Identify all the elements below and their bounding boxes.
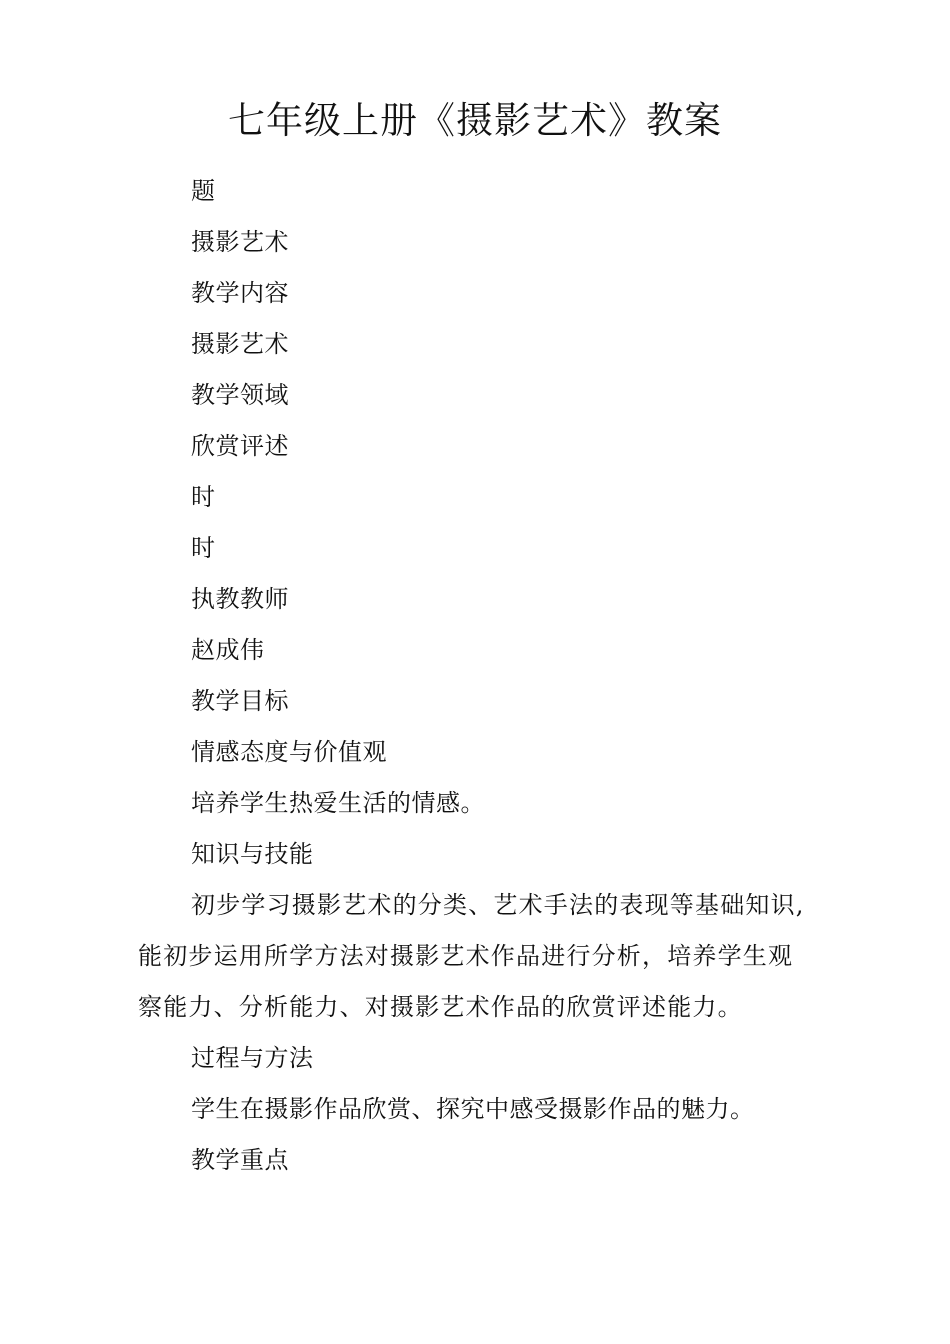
field-label-period-2: 时 bbox=[191, 534, 216, 562]
field-label-content: 教学内容 bbox=[191, 279, 289, 307]
document-body bbox=[138, 166, 818, 1186]
field-label-teacher: 执教教师 bbox=[191, 585, 289, 613]
field-value-teacher: 赵成伟 bbox=[191, 636, 265, 664]
section-heading-key-points: 教学重点 bbox=[191, 1146, 289, 1174]
subheading-knowledge-skills: 知识与技能 bbox=[191, 840, 314, 868]
field-value-content: 摄影艺术 bbox=[191, 330, 289, 358]
subheading-emotion-values: 情感态度与价值观 bbox=[191, 738, 387, 766]
paragraph-knowledge-skills: 初步学习摄影艺术的分类、艺术手法的表现等基础知识,能初步运用所学方法对摄影艺术作品进行分析，培养学生观察能力、分析能力、对摄影艺术作品的欣赏评述能力。 bbox=[138, 891, 805, 1021]
field-value-domain: 欣赏评述 bbox=[191, 432, 289, 460]
section-heading-objectives: 教学目标 bbox=[191, 687, 289, 715]
field-label-domain: 教学领域 bbox=[191, 381, 289, 409]
field-label-period-1: 时 bbox=[191, 483, 216, 511]
paragraph-emotion-values: 培养学生热爱生活的情感。 bbox=[191, 789, 485, 817]
field-value-topic: 摄影艺术 bbox=[191, 228, 289, 256]
document-title: 七年级上册《摄影艺术》教案 bbox=[228, 99, 722, 142]
field-label-topic: 题 bbox=[191, 177, 216, 205]
paragraph-process-methods: 学生在摄影作品欣赏、探究中感受摄影作品的魅力。 bbox=[191, 1095, 755, 1123]
subheading-process-methods: 过程与方法 bbox=[191, 1044, 314, 1072]
